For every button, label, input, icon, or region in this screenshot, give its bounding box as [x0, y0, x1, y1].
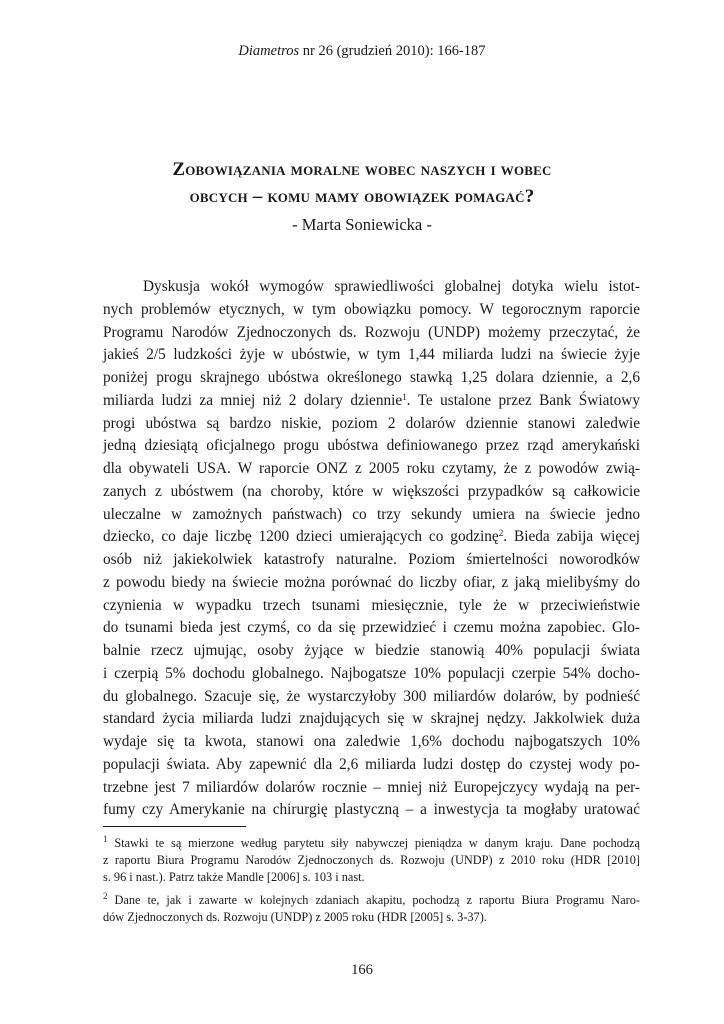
body-line [103, 526, 640, 549]
body-line: Dyskusja wokół wymogów sprawiedliwości globalnej dotyka wielu istot- [143, 278, 640, 295]
body-line-text: . Bieda zabija więcej [503, 528, 640, 546]
body-line: Programu Narodów Zjednoczonych ds. Rozwoju (UNDP) możemy przeczytać, że [103, 323, 640, 341]
journal-name: Diametros [238, 43, 300, 59]
issue-info: nr 26 (grudzień 2010): 166-187 [299, 43, 486, 59]
footnote-line: dów Zjednoczonych ds. Rozwoju (UNDP) z 2005 roku (HDR [2005] s. 3-37). [103, 910, 487, 924]
footnote-marker: 2 [103, 891, 108, 901]
body-line: standard życia miliarda ludzi znajdujących się w skrajnej nędzy. Jakkolwiek duża [103, 710, 640, 728]
body-line-text: . Te ustalone przez Bank Światowy [406, 391, 640, 409]
footnote-text: Stawki te są mierzone według parytetu siły nabywczej pieniądza w danym kraju. Dane pochodzą [107, 836, 640, 850]
body-line: jedną dziesiątą oficjalnego progu ubóstwa definiowanego przez rząd amerykański [103, 437, 640, 455]
body-line: poniżej progu skrajnego ubóstwa określonego stawką 1,25 dolara dziennie, a 2,6 [103, 369, 640, 386]
body-line [103, 390, 640, 413]
title-line-2: obcych – komu mamy obowiązek pomagać? [189, 186, 535, 207]
body-line: z powodu biedy na świecie można porównać do liczby ofiar, z jaką mielibyśmy do [103, 573, 640, 591]
body-line: uleczalne w zamożnych państwach) co trzy sekundy umiera na świecie jedno [103, 505, 640, 523]
footnote-line [103, 892, 640, 909]
article-title [90, 156, 634, 210]
title-line-1: Zobowiązania moralne wobec naszych i wobec [172, 159, 552, 180]
body-line-text: dziecko, co daje liczbę 1200 dzieci umierających co godzinę [103, 528, 499, 546]
body-line: populacji świata. Aby zapewnić dla 2,6 miliarda ludzi dostęp do czystej wody po- [103, 755, 640, 773]
footnote-ref-1[interactable]: 1 [402, 391, 407, 402]
body-line: dla obywateli USA. W raporcie ONZ z 2005 roku czytamy, że z powodów zwią- [103, 460, 640, 477]
footnote-text: Dane te, jak i zawarte w kolejnych zdaniach akapitu, pochodzą z raportu Biura Programu Naro- [107, 893, 640, 907]
running-header [0, 43, 724, 60]
body-line: balnie rzecz ujmując, osoby żyjące w biedzie stanowią 40% populacji świata [103, 642, 640, 659]
body-line: trzebne jest 7 miliardów dolarów rocznie – mniej niż Europejczycy wydają na per- [103, 778, 640, 796]
body-line: nych problemów etycznych, w tym obowiązku pomocy. W tegorocznym raporcie [103, 300, 640, 318]
body-line: czynienia w wypadku trzech tsunami miesięcznie, tyle że w przeciwieństwie [103, 596, 640, 614]
body-paragraph [103, 276, 640, 822]
footnote-line [103, 835, 640, 852]
body-line: fumy czy Amerykanie na chirurgię plastyczną – a inwestycja ta mogłaby uratować [103, 801, 640, 819]
footnote-ref-2[interactable]: 2 [498, 528, 504, 539]
body-line: du globalnego. Szacuje się, że wystarczyłoby 300 miliardów dolarów, by podnieść [103, 687, 640, 705]
footnote-marker: 1 [103, 834, 108, 844]
body-line: osób niż jakiekolwiek katastrofy naturalne. Poziom śmiertelności noworodków [103, 551, 640, 568]
body-line: jakieś 2/5 ludzkości żyje w ubóstwie, w tym 1,44 miliarda ludzi na świecie żyje [103, 346, 640, 364]
footnotes [103, 835, 640, 932]
footnote-line: z raportu Biura Programu Narodów Zjednoczonych ds. Rozwoju (UNDP) z 2010 roku (HDR [2010] [103, 853, 640, 867]
footnote-line: s. 96 i nast.). Patrz także Mandle [2006] s. 103 i nast. [103, 870, 365, 884]
footnote-1 [103, 835, 640, 886]
body-line: do tsunami bieda jest czymś, co da się przewidzieć i czemu można zapobiec. Glo- [103, 619, 640, 637]
footnote-separator [103, 826, 246, 827]
page-number: 166 [351, 962, 373, 978]
footnote-2 [103, 892, 640, 926]
article-author: - Marta Soniewicka - [292, 215, 432, 234]
body-line: progi ubóstwa są bardzo niskie, poziom 2 dolarów dziennie stanowi zaledwie [103, 414, 640, 432]
body-line: wydaje się ta kwota, stanowi ona zaledwie 1,6% dochodu najbogatszych 10% [103, 733, 640, 750]
body-line-text: miliarda ludzi za mniej niż 2 dolary dziennie [103, 391, 403, 409]
body-line: i czerpią 5% dochodu globalnego. Najbogatsze 10% populacji czerpie 54% docho- [103, 664, 640, 682]
body-line: zanych z ubóstwem (na choroby, które w większości przypadków są całkowicie [103, 482, 640, 500]
